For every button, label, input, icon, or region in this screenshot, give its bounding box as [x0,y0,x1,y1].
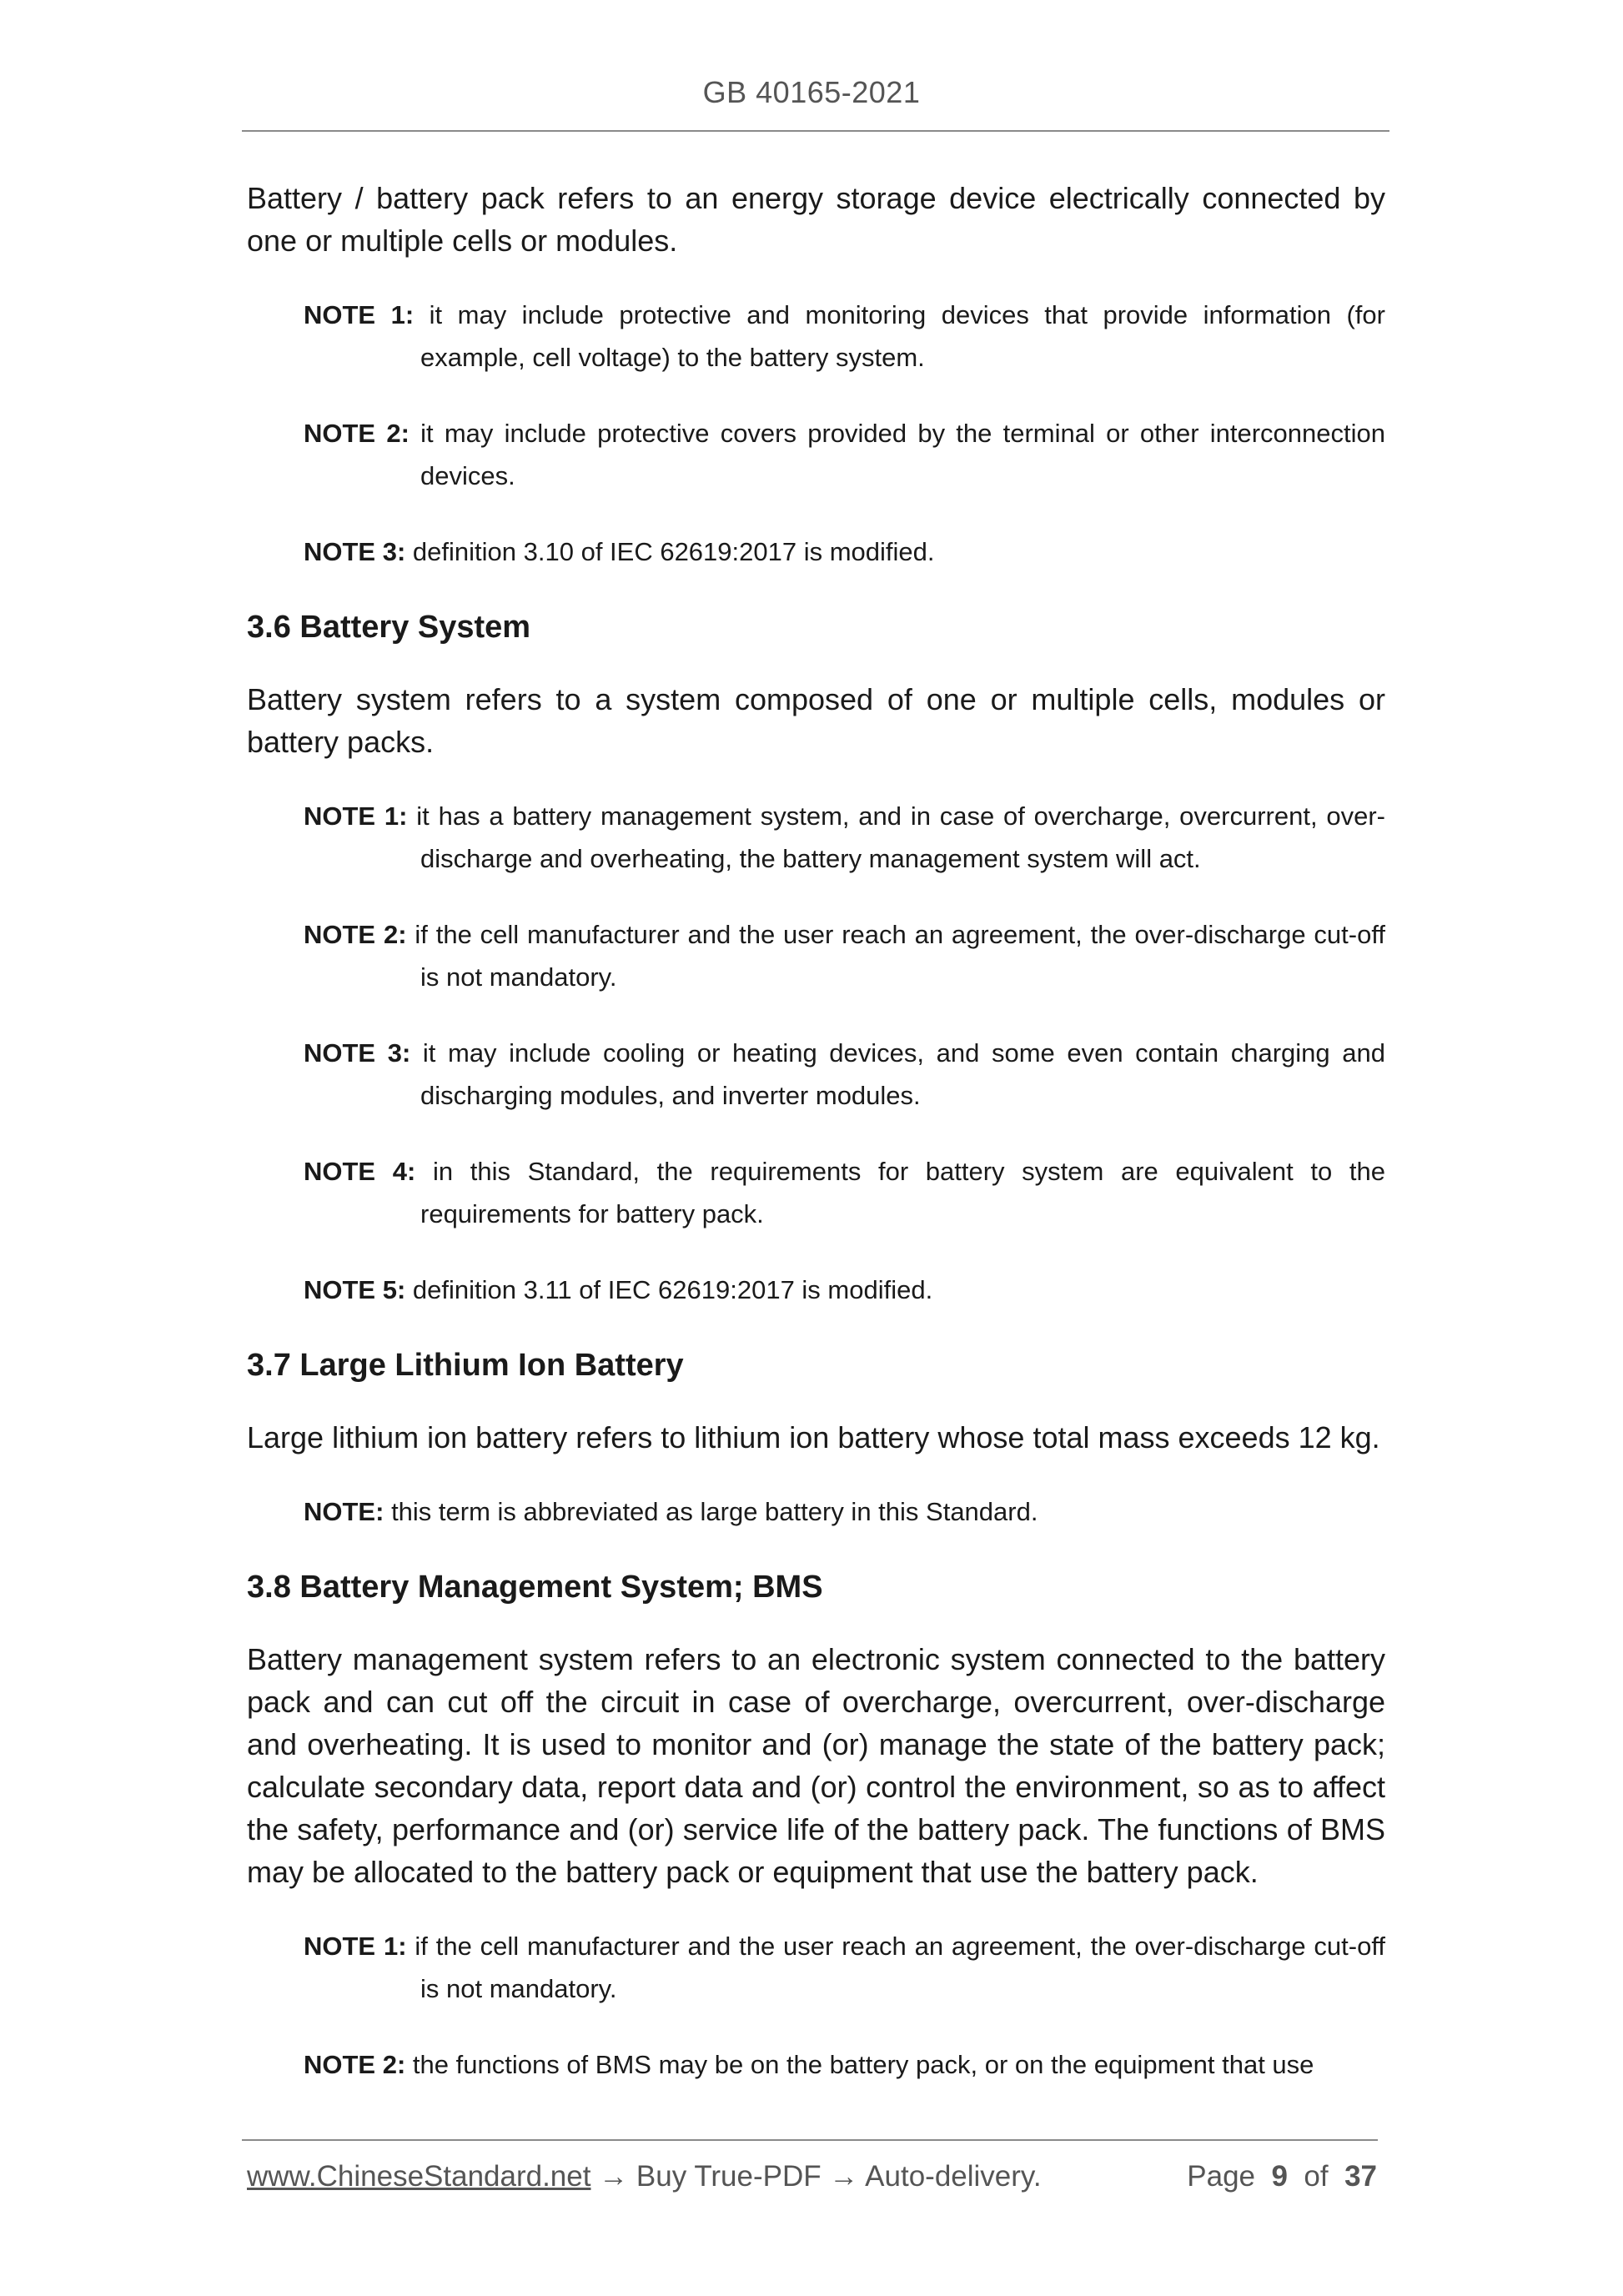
note-item [304,1032,1385,1117]
paragraph-battery-system: Battery system refers to a system composed of one or multiple cells, modules or battery packs. [247,682,1385,759]
note-text: it may include protective and monitoring devices that provide information (for example, cell voltage) to the battery system. [420,300,1385,372]
footer-tagline: → Buy True-PDF → Auto-delivery. [590,2160,1042,2193]
paragraph-large-battery: Large lithium ion battery refers to lithium ion battery whose total mass exceeds 12 kg. [247,1420,1380,1454]
note-label: NOTE 3: [304,537,406,566]
note-label: NOTE 4: [304,1157,416,1186]
note-text: definition 3.10 of IEC 62619:2017 is modified. [412,537,935,566]
note-label: NOTE 2: [304,419,410,448]
header-divider [242,130,1389,132]
page-footer [247,2160,1377,2193]
note-label: NOTE: [304,1497,384,1526]
footer-promo [247,2160,1042,2193]
note-text: in this Standard, the requirements for battery system are equivalent to the requirements for battery pack. [420,1157,1385,1228]
page-word: Page [1187,2160,1256,2193]
note-text: this term is abbreviated as large battery in this Standard. [391,1497,1038,1526]
section-heading-3-6: 3.6 Battery System [247,610,531,645]
note-item [304,795,1385,880]
note-text: it has a battery management system, and in case of overcharge, overcurrent, over-discharge and overheating, the battery management system will act. [416,801,1386,873]
footer-divider [242,2139,1378,2141]
note-text: the functions of BMS may be on the battery pack, or on the equipment that use [412,2050,1314,2079]
document-body [247,177,1385,2119]
note-text: if the cell manufacturer and the user reach an agreement, the over-discharge cut-off is not mandatory. [415,920,1385,992]
paragraph-battery-definition: Battery / battery pack refers to an energy storage device electrically connected by one or multiple cells or modules. [247,181,1385,258]
note-item [304,294,1385,379]
note-label: NOTE 2: [304,920,407,949]
note-label: NOTE 2: [304,2050,406,2079]
section-heading-3-7: 3.7 Large Lithium Ion Battery [247,1348,684,1383]
note-item [304,2043,1385,2086]
note-item [304,913,1385,998]
note-label: NOTE 5: [304,1275,406,1304]
note-text: it may include cooling or heating devices, and some even contain charging and discharging modules, and inverter modules. [420,1038,1385,1110]
note-text: it may include protective covers provided by the terminal or other interconnection devices. [420,419,1385,490]
note-label: NOTE 1: [304,300,415,329]
note-item [304,1925,1385,2010]
note-item [304,1150,1385,1235]
site-link[interactable]: www.ChineseStandard.net [247,2160,591,2193]
paragraph-bms: Battery management system refers to an electronic system connected to the battery pack and can cut off the circuit in case of overcharge, overcurrent, over-discharge and overheating. It is used to monitor and (or) manage the state of the battery pack; calculate secondary data, report data and (or) control the environment, so as to affect the safety, performance and (or) service life of the battery pack. The functions of BMS may be allocated to the battery pack or equipment that use the battery pack. [247,1642,1385,1889]
note-label: NOTE 1: [304,1932,407,1961]
note-item [304,1269,1385,1311]
note-text: if the cell manufacturer and the user reach an agreement, the over-discharge cut-off is not mandatory. [415,1932,1385,2003]
note-item [304,1490,1385,1533]
document-header-title: GB 40165-2021 [702,75,921,109]
of-word: of [1304,2160,1329,2193]
note-item [304,530,1385,573]
total-pages: 37 [1344,2160,1377,2193]
section-heading-3-8: 3.8 Battery Management System; BMS [247,1570,823,1605]
page-number: 9 [1271,2160,1288,2193]
note-label: NOTE 3: [304,1038,411,1068]
note-label: NOTE 1: [304,801,408,831]
note-item [304,412,1385,497]
page-indicator [1187,2160,1377,2193]
note-text: definition 3.11 of IEC 62619:2017 is modified. [412,1275,933,1304]
